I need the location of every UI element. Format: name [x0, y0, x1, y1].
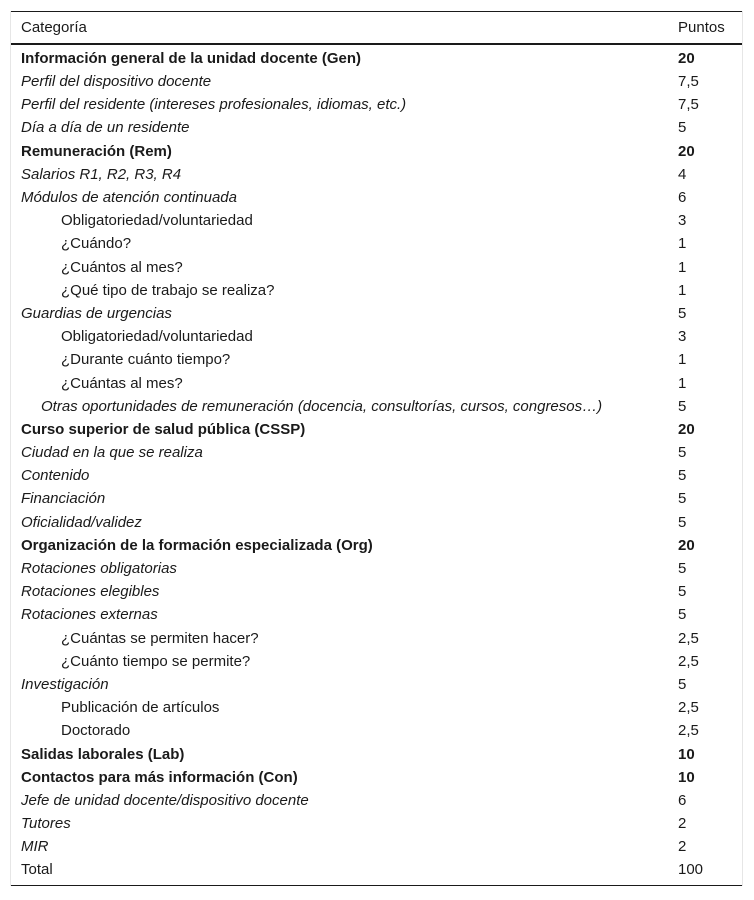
item-row: [11, 487, 742, 510]
category-label: Ciudad en la que se realiza: [21, 444, 203, 462]
category-label: Guardias de urgencias: [21, 304, 172, 322]
points-cell: 5: [678, 583, 687, 601]
table-body: [11, 44, 742, 886]
scoring-table-container: [10, 11, 743, 886]
section-row: [11, 44, 742, 70]
item-row: [11, 70, 742, 93]
header-category: Categoría: [21, 19, 87, 36]
category-label: Total: [21, 861, 53, 879]
points-cell: 5: [678, 513, 687, 531]
subitem-row: [11, 719, 742, 742]
category-cell: [11, 163, 678, 186]
subitem-row: [11, 325, 742, 348]
points-cell: 1: [678, 351, 687, 369]
points-cell: 7,5: [678, 96, 699, 114]
category-label: ¿Cuántas al mes?: [61, 374, 183, 392]
category-label: ¿Cuándo?: [61, 235, 132, 253]
category-label: MIR: [21, 838, 49, 856]
item-row: [11, 93, 742, 116]
category-cell: [11, 93, 678, 116]
subitem-row: [11, 348, 742, 371]
category-cell: [11, 487, 678, 510]
category-label: Contenido: [21, 467, 90, 485]
points-cell: 20: [678, 536, 695, 554]
points-cell: 5: [678, 490, 687, 508]
points-cell: 5: [678, 675, 687, 693]
category-cell: [11, 70, 678, 93]
category-label: Salarios R1, R2, R3, R4: [21, 165, 182, 183]
item-row: [11, 441, 742, 464]
category-cell: [11, 186, 678, 209]
category-label: Módulos de atención continuada: [21, 189, 237, 207]
category-cell: [11, 209, 678, 232]
points-cell: 6: [678, 791, 687, 809]
item-row: [11, 116, 742, 139]
category-label: Tutores: [21, 815, 71, 833]
category-cell: [11, 371, 678, 394]
category-cell: [11, 348, 678, 371]
category-label: Rotaciones obligatorias: [21, 560, 177, 578]
category-cell: [11, 719, 678, 742]
points-cell: 5: [678, 119, 687, 137]
category-label: Rotaciones elegibles: [21, 583, 160, 601]
category-cell: [11, 742, 678, 765]
category-label: Contactos para más información (Con): [21, 768, 298, 786]
subitem-row: [11, 650, 742, 673]
category-label: Investigación: [21, 675, 109, 693]
points-cell: 20: [678, 142, 695, 160]
category-cell: [11, 812, 678, 835]
points-cell: 1: [678, 258, 687, 276]
points-cell: 2,5: [678, 652, 699, 670]
points-cell: 10: [678, 768, 695, 786]
category-label: Perfil del residente (intereses profesionales, idiomas, etc.): [21, 96, 407, 114]
item-row: [11, 186, 742, 209]
category-cell: [11, 395, 678, 418]
category-cell: [11, 835, 678, 858]
points-cell: 20: [678, 420, 695, 438]
item-row: [11, 580, 742, 603]
item-row: [11, 464, 742, 487]
category-label: Curso superior de salud pública (CSSP): [21, 420, 306, 438]
subitem-row: [11, 371, 742, 394]
points-cell: 5: [678, 606, 687, 624]
category-label: Oficialidad/validez: [21, 513, 142, 531]
category-label: Organización de la formación especializada (Org): [21, 536, 373, 554]
category-cell: [11, 789, 678, 812]
points-cell: 5: [678, 397, 687, 415]
total-row: [11, 858, 742, 886]
points-cell: 2: [678, 838, 687, 856]
points-cell: 3: [678, 212, 687, 230]
item-row: [11, 673, 742, 696]
category-label: ¿Cuántas se permiten hacer?: [61, 629, 259, 647]
category-cell: [11, 325, 678, 348]
category-label: ¿Qué tipo de trabajo se realiza?: [61, 281, 275, 299]
category-cell: [11, 44, 678, 70]
category-cell: [11, 696, 678, 719]
category-label: Financiación: [21, 490, 106, 508]
category-label: Remuneración (Rem): [21, 142, 172, 160]
points-cell: 5: [678, 444, 687, 462]
item-row: [11, 835, 742, 858]
category-cell: [11, 627, 678, 650]
category-label: ¿Cuánto tiempo se permite?: [61, 652, 251, 670]
category-label: Salidas laborales (Lab): [21, 745, 185, 763]
item-row: [11, 812, 742, 835]
category-cell: [11, 603, 678, 626]
header-points: Puntos: [678, 19, 725, 36]
category-label: Doctorado: [61, 722, 131, 740]
category-cell: [11, 464, 678, 487]
points-cell: 100: [678, 861, 704, 879]
subitem-row: [11, 279, 742, 302]
header-row: [11, 12, 742, 45]
points-cell: 2,5: [678, 629, 699, 647]
category-cell: [11, 140, 678, 163]
section-row: [11, 140, 742, 163]
points-cell: 2,5: [678, 699, 699, 717]
category-label: Rotaciones externas: [21, 606, 158, 624]
subitem-row: [11, 696, 742, 719]
category-cell: [11, 441, 678, 464]
item-row: [11, 395, 742, 418]
category-label: Día a día de un residente: [21, 119, 190, 137]
category-label: Obligatoriedad/voluntariedad: [61, 328, 253, 346]
category-cell: [11, 232, 678, 255]
points-cell: 1: [678, 374, 687, 392]
points-cell: 2,5: [678, 722, 699, 740]
category-label: Información general de la unidad docente (Gen): [21, 50, 362, 67]
category-cell: [11, 418, 678, 441]
item-row: [11, 511, 742, 534]
points-cell: 2: [678, 815, 687, 833]
section-row: [11, 418, 742, 441]
category-label: Otras oportunidades de remuneración (docencia, consultorías, cursos, congresos…): [41, 397, 603, 415]
points-cell: 6: [678, 189, 687, 207]
category-label: ¿Cuántos al mes?: [61, 258, 183, 276]
item-row: [11, 163, 742, 186]
subitem-row: [11, 232, 742, 255]
category-cell: [11, 534, 678, 557]
category-label: Perfil del dispositivo docente: [21, 73, 212, 91]
category-cell: [11, 557, 678, 580]
item-row: [11, 302, 742, 325]
category-cell: [11, 279, 678, 302]
category-label: Jefe de unidad docente/dispositivo docente: [21, 791, 309, 809]
points-cell: 20: [678, 50, 695, 67]
section-row: [11, 766, 742, 789]
points-cell: 7,5: [678, 73, 699, 91]
points-cell: 1: [678, 281, 687, 299]
category-label: ¿Durante cuánto tiempo?: [61, 351, 231, 369]
points-cell: 10: [678, 745, 695, 763]
subitem-row: [11, 627, 742, 650]
points-cell: 4: [678, 165, 687, 183]
category-cell: [11, 673, 678, 696]
category-cell: [11, 766, 678, 789]
category-cell: [11, 858, 678, 886]
section-row: [11, 534, 742, 557]
category-cell: [11, 650, 678, 673]
category-cell: [11, 116, 678, 139]
category-label: Publicación de artículos: [61, 699, 220, 717]
category-cell: [11, 302, 678, 325]
scoring-table: [11, 11, 742, 886]
item-row: [11, 557, 742, 580]
table-header: [11, 12, 742, 45]
section-row: [11, 742, 742, 765]
subitem-row: [11, 209, 742, 232]
points-cell: 5: [678, 560, 687, 578]
category-cell: [11, 580, 678, 603]
category-label: Obligatoriedad/voluntariedad: [61, 212, 253, 230]
points-cell: 5: [678, 467, 687, 485]
points-cell: 3: [678, 328, 687, 346]
category-cell: [11, 256, 678, 279]
category-cell: [11, 511, 678, 534]
points-cell: 1: [678, 235, 687, 253]
item-row: [11, 789, 742, 812]
points-cell: 5: [678, 304, 687, 322]
item-row: [11, 603, 742, 626]
subitem-row: [11, 256, 742, 279]
